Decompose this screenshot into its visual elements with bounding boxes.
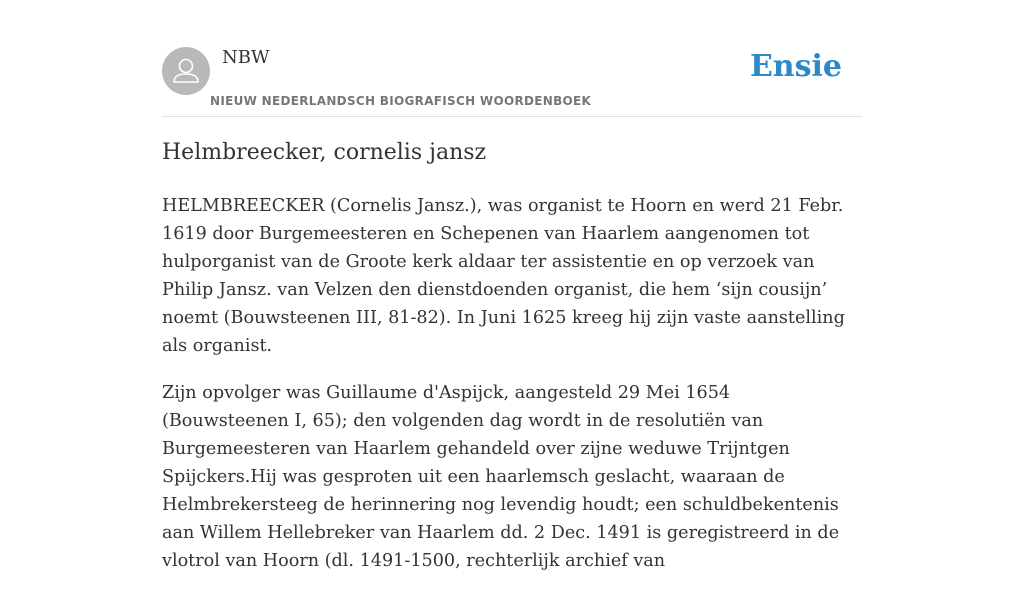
article-title: Helmbreecker, cornelis jansz [162, 140, 487, 165]
source-subtitle: NIEUW NEDERLANDSCH BIOGRAFISCH WOORDENBOEK [210, 94, 592, 108]
user-icon [162, 47, 210, 95]
source-name[interactable]: NBW [222, 47, 270, 68]
article-body [162, 192, 862, 594]
article-paragraph: HELMBREECKER (Cornelis Jansz.), was organist te Hoorn en werd 21 Febr. 1619 door Burgemeesteren en Schepenen van Haarlem aangenomen tot hulporganist van de Groote kerk aldaar ter assistentie en op verzoek van Philip Jansz. van Velzen den dienstdoenden organist, die hem ‘sijn cousijn’ noemt (Bouwsteenen III, 81-82). In Juni 1625 kreeg hij zijn vaste aanstelling als organist. [162, 196, 845, 356]
source-header [162, 0, 862, 117]
article-paragraph: Zijn opvolger was Guillaume d'Aspijck, aangesteld 29 Mei 1654 (Bouwsteenen I, 65); den volgenden dag wordt in de resolutiën van Burgemeesteren van Haarlem gehandeld over zijne weduwe Trijntgen Spijckers.Hij was gesproten uit een haarlemsch geslacht, waaraan de Helmbrekersteeg de herinnering nog levendig houdt; een schuldbekentenis aan Willem Hellebreker van Haarlem dd. 2 Dec. 1491 is geregistreerd in de vlotrol van Hoorn (dl. 1491-1500, rechterlijk archief van [162, 383, 840, 571]
brand-logo[interactable]: Ensie [749, 49, 842, 84]
